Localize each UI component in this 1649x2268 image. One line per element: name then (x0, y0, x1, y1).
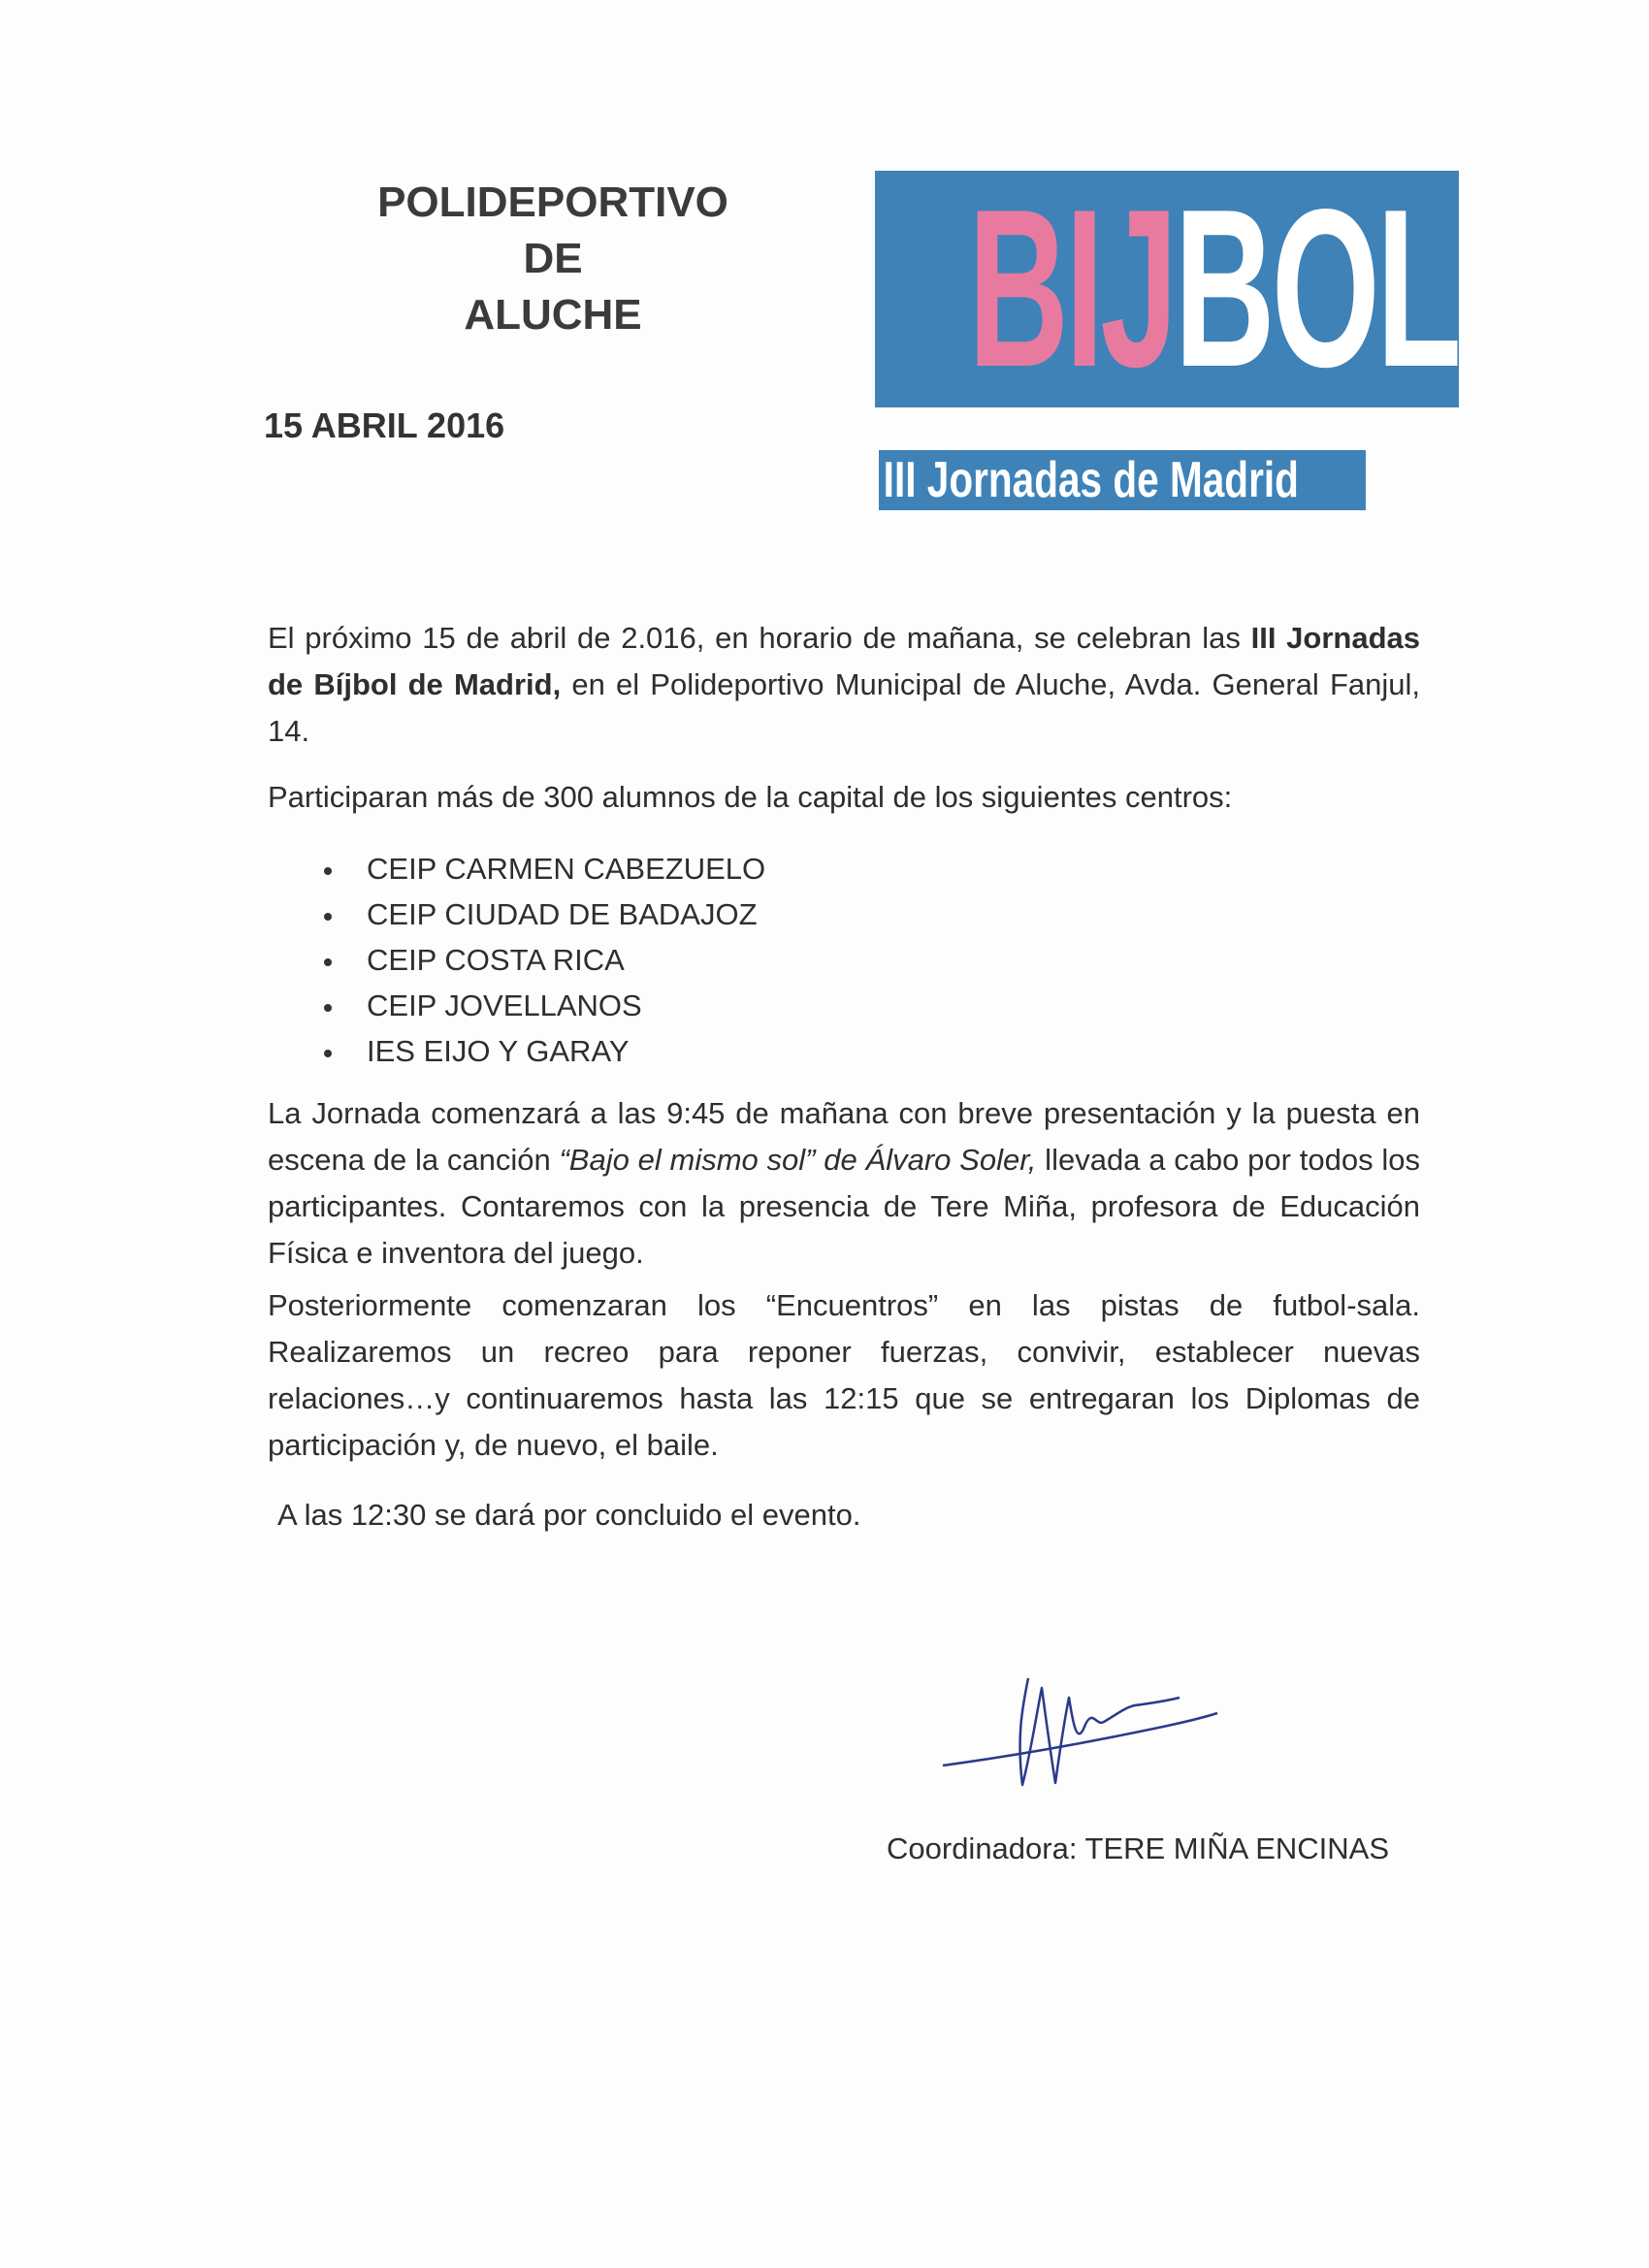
bijbol-logo (875, 163, 1459, 414)
schedule-text-a: La Jornada comenzará a las 9:45 de mañana con breve presentación y la puesta en escena de la canción (268, 1096, 1420, 1177)
paragraph-closing: A las 12:30 se dará por concluido el evento. (277, 1498, 861, 1532)
intro-text-a: El próximo 15 de abril de 2.016, en horario de mañana, se celebran las (268, 621, 1251, 655)
event-date: 15 ABRIL 2016 (264, 405, 505, 445)
list-item: CEIP CIUDAD DE BADAJOZ (320, 891, 765, 937)
logo-white-part: BOL (1174, 163, 1459, 414)
schedule-text-b: llevada a cabo por todos los participantes. Contaremos con la presencia de Tere Miña, profesora de Educación Física e inventora del juego. (268, 1143, 1420, 1270)
list-item: CEIP JOVELLANOS (320, 983, 765, 1028)
venue-line-1: POLIDEPORTIVO (377, 178, 728, 226)
venue-title (330, 175, 776, 343)
list-item: CEIP CARMEN CABEZUELO (320, 846, 765, 891)
logo-subtitle: III Jornadas de Madrid (883, 452, 1299, 508)
signature-image (941, 1669, 1232, 1795)
logo-wordmark (968, 163, 1459, 414)
paragraph-matches: Posteriormente comenzaran los “Encuentros” en las pistas de futbol-sala. Realizaremos un recreo para reponer fuerzas, convivir, establecer nuevas relaciones…y continuaremos hasta las 12:15 que se entregaran los Diplomas de participación y, de nuevo, el baile. (268, 1288, 1420, 1462)
logo-pink-part: BIJ (968, 163, 1175, 414)
paragraph-intro (268, 615, 1420, 755)
intro-event-name: III Jornadas de Bíjbol de Madrid, (268, 621, 1420, 701)
intro-text-b: en el Polideportivo Municipal de Aluche, Avda. General Fanjul, 14. (268, 667, 1420, 748)
list-item: IES EIJO Y GARAY (320, 1028, 765, 1074)
logo-subtitle-banner (879, 450, 1366, 510)
paragraph-schedule (268, 1090, 1420, 1277)
school-list (320, 846, 765, 1074)
coordinator-name: Coordinadora: TERE MIÑA ENCINAS (887, 1831, 1390, 1865)
venue-line-2: DE (523, 235, 583, 282)
list-item: CEIP COSTA RICA (320, 937, 765, 983)
venue-line-3: ALUCHE (464, 291, 642, 339)
song-title: “Bajo el mismo sol” de Álvaro Soler, (559, 1143, 1037, 1177)
paragraph-participants: Participaran más de 300 alumnos de la capital de los siguientes centros: (268, 780, 1233, 814)
